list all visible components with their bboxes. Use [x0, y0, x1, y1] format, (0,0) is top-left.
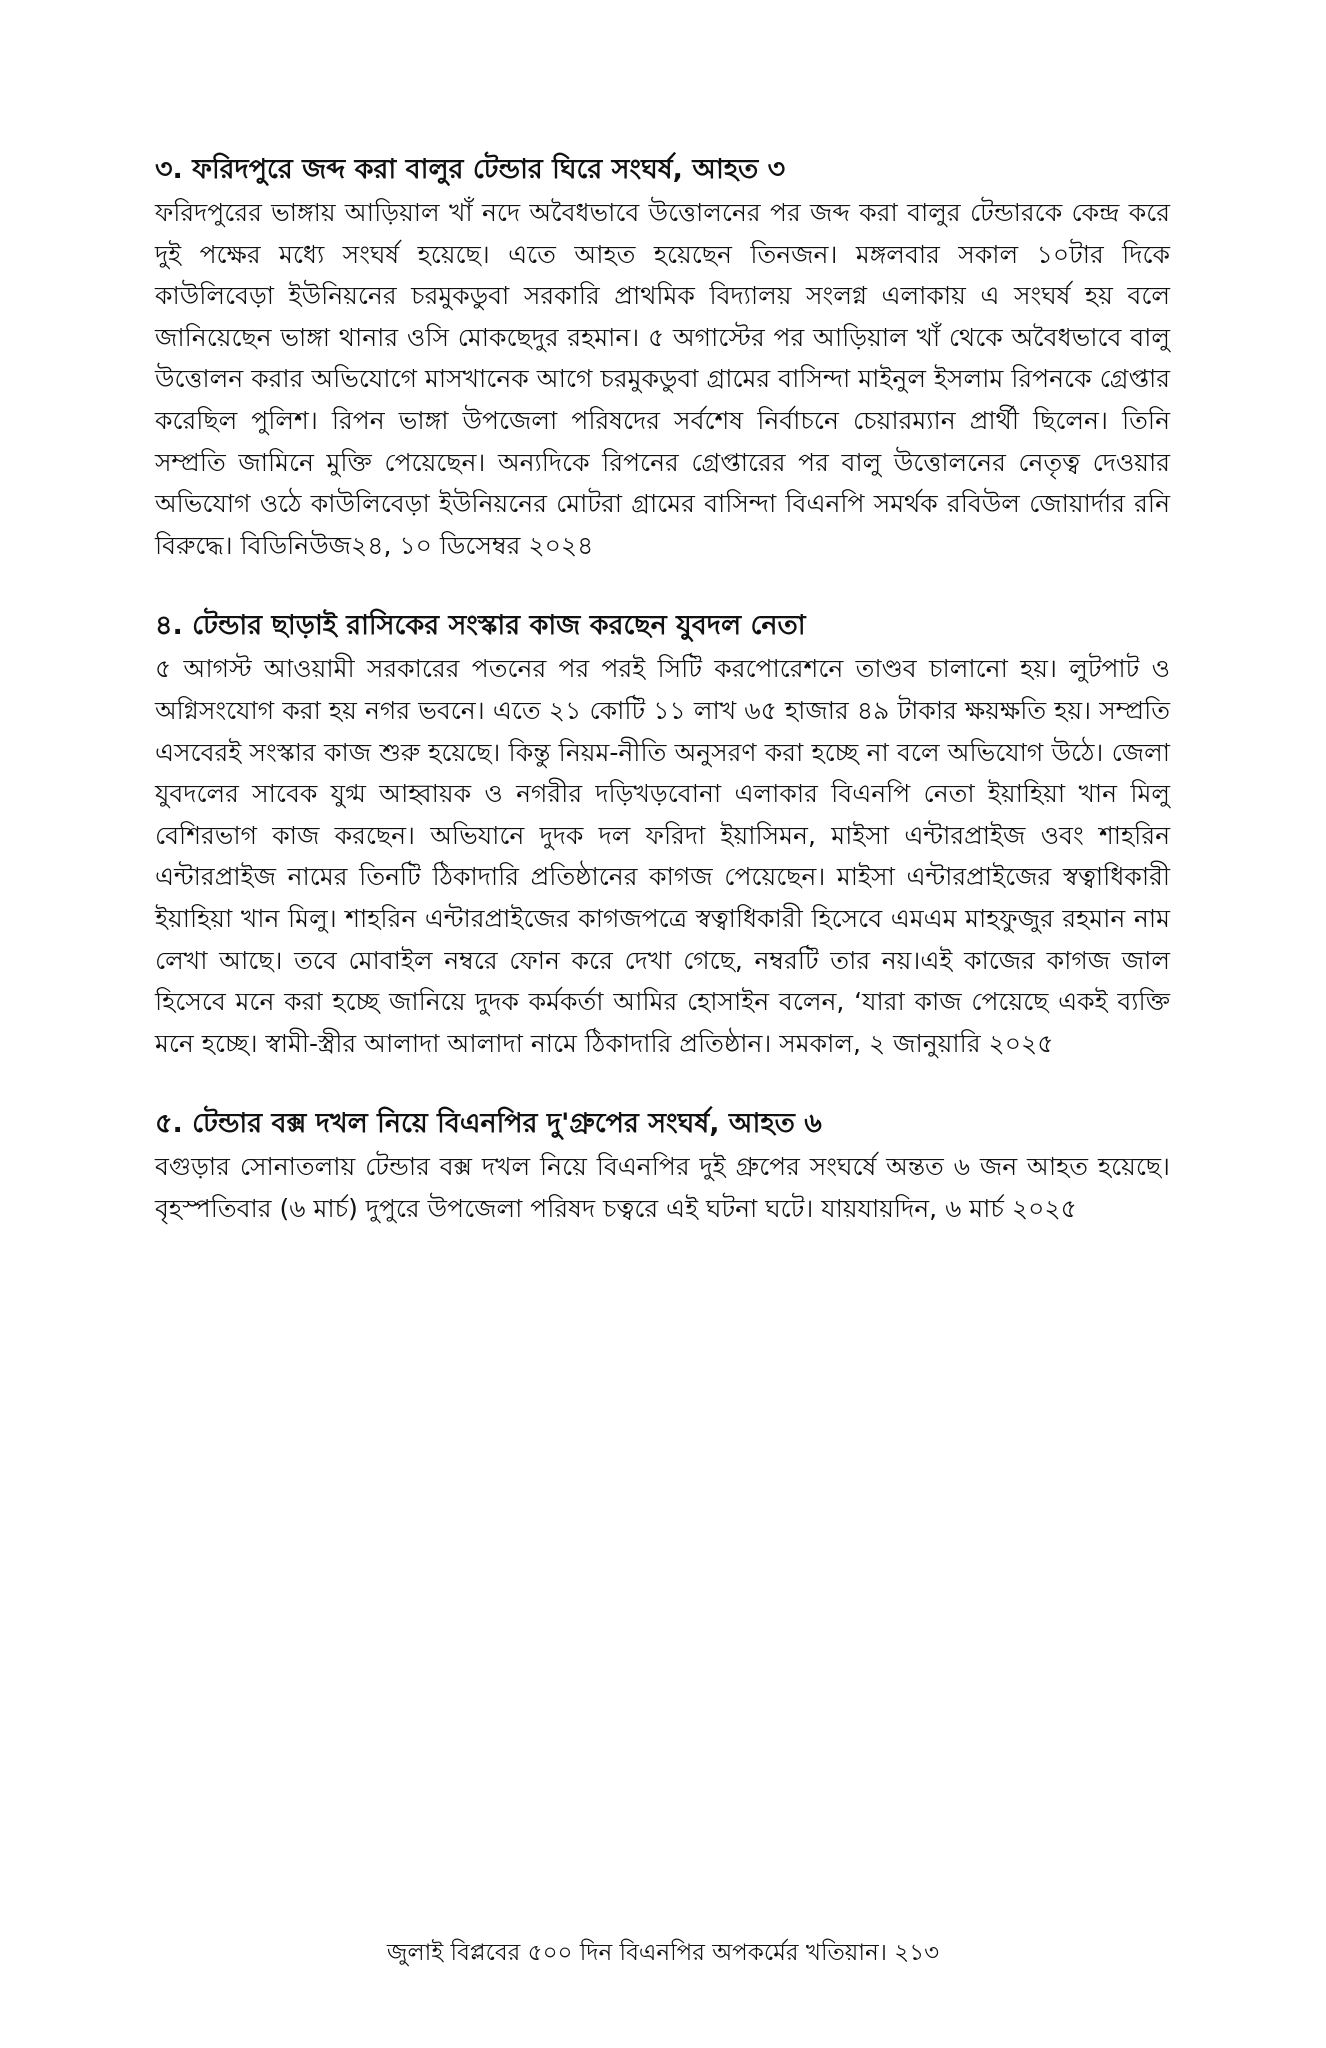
news-item-body: বগুড়ার সোনাতলায় টেন্ডার বক্স দখল নিয়ে বিএনপির দুই গ্রুপের সংঘর্ষে অন্তত ৬ জন আহত হয়েছে। বৃহস্পতিবার (৬ মার্চ) দুপুরে উপজেলা পরিষদ চত্বরে এই ঘটনা ঘটে। যায়যায়দিন, ৬ মার্চ ২০২৫	[155, 1152, 1170, 1223]
news-item-heading: ৪. টেন্ডার ছাড়াই রাসিকের সংস্কার কাজ করছেন যুবদল নেতা	[155, 610, 806, 642]
page-content	[155, 150, 1170, 1269]
news-item-body: ৫ আগস্ট আওয়ামী সরকারের পতনের পর পরই সিটি করপোরেশনে তাণ্ডব চালানো হয়। লুটপাট ও অগ্নিসংযোগ করা হয় নগর ভবনে। এতে ২১ কোটি ১১ লাখ ৬৫ হাজার ৪৯ টাকার ক্ষয়ক্ষতি হয়। সম্প্রতি এসবেরই সংস্কার কাজ শুরু হয়েছে। কিন্তু নিয়ম-নীতি অনুসরণ করা হচ্ছে না বলে অভিযোগ উঠে। জেলা যুবদলের সাবেক যুগ্ম আহ্বায়ক ও নগরীর দড়িখড়বোনা এলাকার বিএনপি নেতা ইয়াহিয়া খান মিলু বেশিরভাগ কাজ করছেন। অভিযানে দুদক দল ফরিদা ইয়াসিমন, মাইসা এন্টারপ্রাইজ ওবং শাহরিন এন্টারপ্রাইজ নামের তিনটি ঠিকাদারি প্রতিষ্ঠানের কাগজ পেয়েছেন। মাইসা এন্টারপ্রাইজের স্বত্বাধিকারী ইয়াহিয়া খান মিলু। শাহরিন এন্টারপ্রাইজের কাগজপত্রে স্বত্বাধিকারী হিসেবে এমএম মাহফুজুর রহমান নাম লেখা আছে। তবে মোবাইল নম্বরে ফোন করে দেখা গেছে, নম্বরটি তার নয়।এই কাজের কাগজ জাল হিসেবে মনে করা হচ্ছে জানিয়ে দুদক কর্মকর্তা আমির হোসাইন বলেন, ‘যারা কাজ পেয়েছে একই ব্যক্তি মনে হচ্ছে। স্বামী-স্ত্রীর আলাদা আলাদা নামে ঠিকাদারি প্রতিষ্ঠান। সমকাল, ২ জানুয়ারি ২০২৫	[155, 654, 1170, 1058]
news-item-3	[155, 150, 1170, 566]
news-item-4	[155, 606, 1170, 1064]
page-footer: জুলাই বিপ্লবের ৫০০ দিন বিএনপির অপকর্মের খতিয়ান। ২১৩	[386, 1940, 940, 1966]
news-item-heading: ৫. টেন্ডার বক্স দখল নিয়ে বিএনপির দু'গ্রুপের সংঘর্ষ, আহত ৬	[155, 1108, 822, 1140]
news-item-5	[155, 1104, 1170, 1229]
news-item-heading: ৩. ফরিদপুরে জব্দ করা বালুর টেন্ডার ঘিরে সংঘর্ষ, আহত ৩	[155, 154, 786, 185]
news-item-body: ফরিদপুরের ভাঙ্গায় আড়িয়াল খাঁ নদে অবৈধভাবে উত্তোলনের পর জব্দ করা বালুর টেন্ডারকে কেন্দ্র করে দুই পক্ষের মধ্যে সংঘর্ষ হয়েছে। এতে আহত হয়েছেন তিনজন। মঙ্গলবার সকাল ১০টার দিকে কাউলিবেড়া ইউনিয়নের চরমুকডুবা সরকারি প্রাথমিক বিদ্যালয় সংলগ্ন এলাকায় এ সংঘর্ষ হয় বলে জানিয়েছেন ভাঙ্গা থানার ওসি মোকছেদুর রহমান। ৫ অগাস্টের পর আড়িয়াল খাঁ থেকে অবৈধভাবে বালু উত্তোলন করার অভিযোগে মাসখানেক আগে চরমুকডুবা গ্রামের বাসিন্দা মাইনুল ইসলাম রিপনকে গ্রেপ্তার করেছিল পুলিশ। রিপন ভাঙ্গা উপজেলা পরিষদের সর্বশেষ নির্বাচনে চেয়ারম্যান প্রার্থী ছিলেন। তিনি সম্প্রতি জামিনে মুক্তি পেয়েছেন। অন্যদিকে রিপনের গ্রেপ্তারের পর বালু উত্তোলনের নেতৃত্ব দেওয়ার অভিযোগ ওঠে কাউলিবেড়া ইউনিয়নের মোটরা গ্রামের বাসিন্দা বিএনপি সমর্থক রবিউল জোয়ার্দার রনি বিরুদ্ধে। বিডিনিউজ২৪, ১০ ডিসেম্বর ২০২৪	[155, 198, 1170, 560]
